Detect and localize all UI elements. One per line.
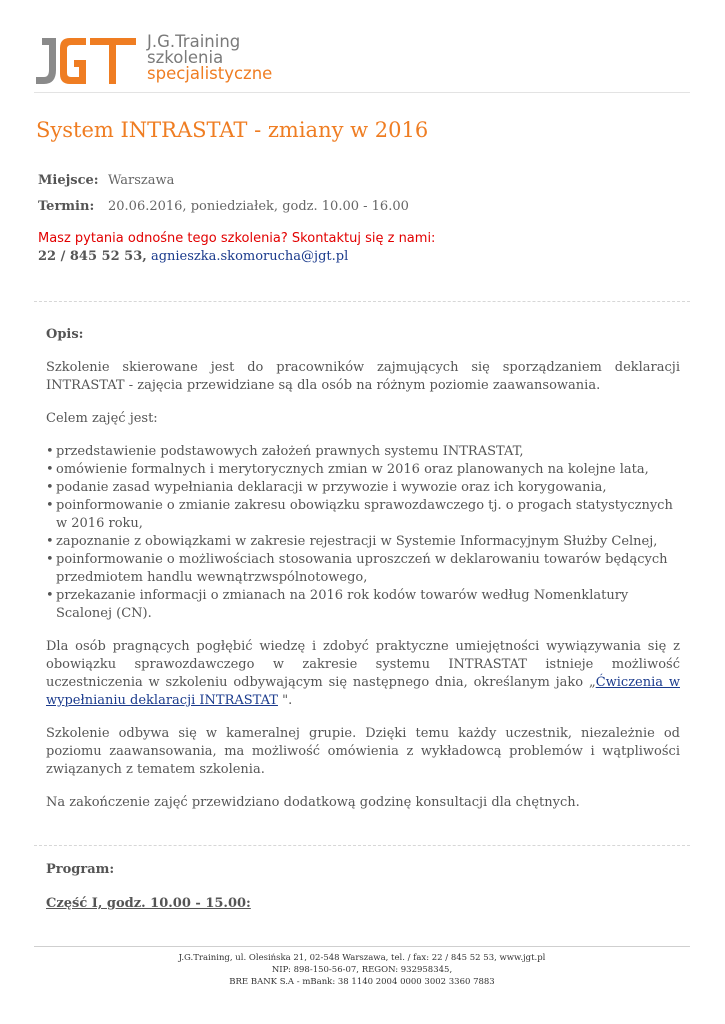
contact-question: Masz pytania odnośne tego szkolenia? Skontaktuj się z nami: <box>38 231 436 246</box>
program-heading: Program: <box>46 862 115 877</box>
divider <box>34 845 690 846</box>
list-item: • przedstawienie podstawowych założeń prawnych systemu INTRASTAT, <box>46 443 680 461</box>
list-item: • przekazanie informacji o zmianach na 2016 rok kodów towarów według Nomenklatury Scalonej (CN). <box>46 587 680 623</box>
footer-tax-ids: NIP: 898-150-56-07, REGON: 932958345, <box>271 965 453 975</box>
program-section <box>46 861 251 913</box>
description-intro: Szkolenie skierowane jest do pracowników zajmujących się sporządzaniem deklaracji INTRASTAT - zajęcia przewidziane są dla osób na różnym poziomie zaawansowania. <box>46 360 680 393</box>
followup-text-end: ". <box>277 693 293 708</box>
brand-line-2: szkolenia <box>147 48 224 67</box>
term-value: 20.06.2016, poniedziałek, godz. 10.00 - 16.00 <box>108 199 409 214</box>
term-row <box>38 194 409 220</box>
place-value: Warszawa <box>108 173 175 188</box>
followup-paragraph <box>46 638 680 710</box>
program-part-heading: Część I, godz. 10.00 - 15.00: <box>46 896 251 911</box>
place-row <box>38 168 409 194</box>
exercise-course-link[interactable]: Ćwiczenia w wypełnianiu deklaracji INTRASTAT <box>46 675 680 708</box>
contact-email-link[interactable]: agnieszka.skomorucha@jgt.pl <box>150 249 349 264</box>
divider <box>34 301 690 302</box>
list-item: • podanie zasad wypełniania deklaracji w przywozie i wywozie oraz ich korygowania, <box>46 479 680 497</box>
footer-divider <box>34 946 690 947</box>
list-item: • poinformowanie o zmianie zakresu obowiązku sprawozdawczego tj. o progach statystycznych w 2016 roku, <box>46 497 680 533</box>
jgt-logo <box>34 34 138 90</box>
list-item: • omówienie formalnych i merytorycznych zmian w 2016 oraz planowanych na kolejne lata, <box>46 461 680 479</box>
brand-line-1: J.G.Training <box>147 32 241 51</box>
brand-line-3: specjalistyczne <box>147 64 273 83</box>
group-paragraph: Szkolenie odbywa się w kameralnej grupie. Dzięki temu każdy uczestnik, niezależnie od poziomu zaawansowania, ma możliwość omówienia z wykładowcą problemów i wątpliwości związanych z tematem szkolenia. <box>46 726 680 777</box>
list-item: • poinformowanie o możliwościach stosowania uproszczeń w deklarowaniu towarów będących przedmiotem handlu wewnątrzwspólnotowego, <box>46 551 680 587</box>
page-title: System INTRASTAT - zmiany w 2016 <box>36 118 429 142</box>
footer <box>34 952 690 988</box>
term-label: Termin: <box>38 199 95 214</box>
brand-text <box>147 34 272 82</box>
consultation-paragraph: Na zakończenie zajęć przewidziano dodatkową godzinę konsultacji dla chętnych. <box>46 795 580 810</box>
list-item: • zapoznanie z obowiązkami w zakresie rejestracji w Systemie Informacyjnym Służby Celnej, <box>46 533 680 551</box>
goals-heading: Celem zajęć jest: <box>46 411 158 426</box>
footer-bank: BRE BANK S.A - mBank: 38 1140 2004 0000 3002 3360 7883 <box>229 977 495 987</box>
contact-block <box>38 230 435 266</box>
place-label: Miejsce: <box>38 173 99 188</box>
description-section <box>46 326 680 827</box>
footer-address: J.G.Training, ul. Olesińska 21, 02-548 Warszawa, tel. / fax: 22 / 845 52 53, www.jgt.pl <box>178 953 546 963</box>
description-heading: Opis: <box>46 327 84 342</box>
followup-text: Dla osób pragnących pogłębić wiedzę i zdobyć praktyczne umiejętności wywiązywania się z obowiązku sprawozdawczego w zakresie systemu INTRASTAT istnieje możliwość uczestniczenia w szkoleniu odbywającym się następnego dnia, określanym jako „ <box>46 639 680 690</box>
event-meta <box>38 168 409 220</box>
contact-phone[interactable]: 22 / 845 52 53, <box>38 249 147 264</box>
header <box>34 26 690 93</box>
goals-list <box>46 443 680 623</box>
